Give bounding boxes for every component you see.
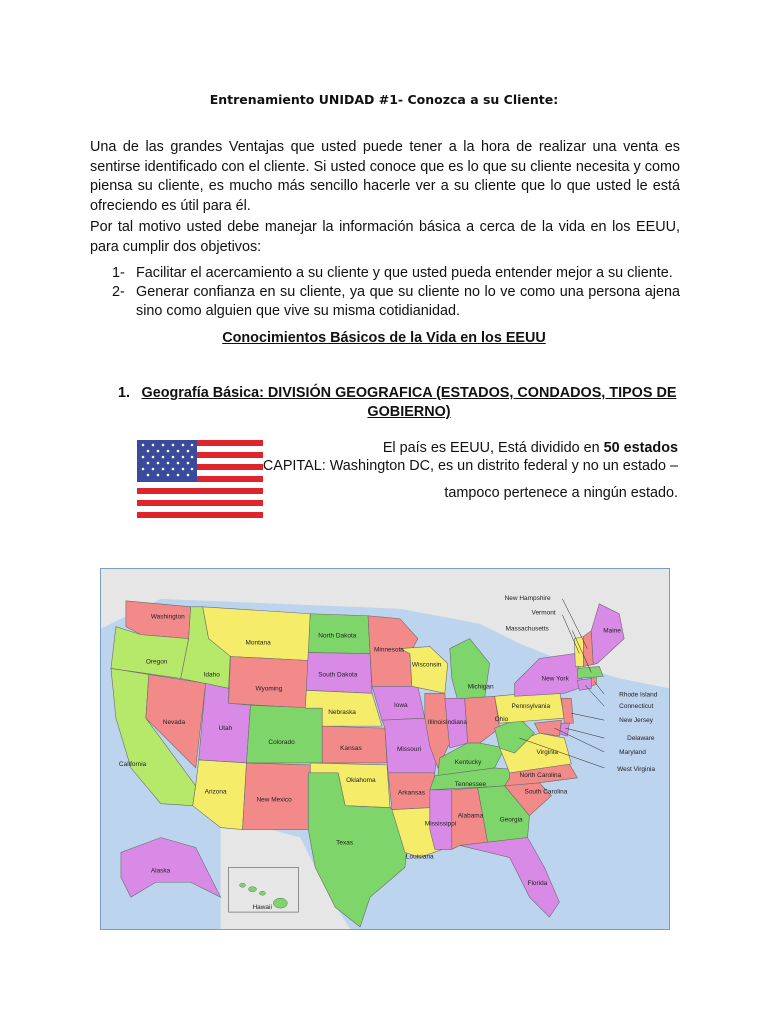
map-label: Virginia	[536, 748, 558, 756]
list-item-number: 2-	[112, 284, 125, 300]
map-label: Mississippi	[424, 820, 457, 828]
map-label: Pennsylvania	[511, 703, 551, 711]
document-title: Entrenamiento UNIDAD #1- Conozca a su Cliente:	[209, 92, 559, 107]
map-label: Iowa	[393, 702, 408, 710]
map-label: Kansas	[340, 744, 362, 752]
map-label: South Carolina	[524, 788, 568, 796]
map-label: New York	[541, 675, 569, 683]
map-label: Illinois	[427, 719, 446, 727]
map-label: California	[118, 760, 147, 768]
state-florida	[460, 838, 560, 918]
map-label: Missouri	[396, 745, 422, 753]
state-massachusetts	[577, 666, 603, 678]
list-item	[112, 283, 680, 321]
map-label: Kentucky	[454, 758, 482, 766]
state-michigan	[450, 639, 490, 701]
map-label: Wisconsin	[411, 661, 442, 669]
map-label: Rhode Island	[619, 691, 658, 699]
map-label: Oklahoma	[346, 776, 376, 784]
map-label: Utah	[218, 725, 233, 733]
list-item-text: Facilitar el acercamiento a su cliente y que usted pueda entender mejor a su cliente.	[136, 265, 673, 281]
map-label: New Hampshire	[504, 594, 551, 602]
geography-heading-text: Geografía Básica: DIVISIÓN GEOGRAFICA (ESTADOS, CONDADOS, TIPOS DE GOBIERNO)	[141, 385, 677, 420]
map-label: Delaware	[627, 735, 655, 743]
state-colorado	[246, 705, 322, 763]
state-wyoming	[229, 657, 309, 709]
map-label: Ohio	[494, 716, 509, 724]
map-label: Oregon	[145, 658, 168, 666]
intro-paragraph: Una de las grandes Ventajas que usted puede tener a la hora de realizar una venta es sentirse identificado con el cliente. Si usted conoce que es lo que su cliente necesita y como piensa su cliente, es mucho más sencillo hacerle ver a su cliente que lo que usted le está ofreciendo es útil para él.	[90, 139, 680, 214]
objectives-list	[112, 264, 680, 321]
map-label: Maine	[603, 627, 621, 635]
state-rhode-island	[591, 676, 596, 686]
map-label: Tennessee	[454, 780, 487, 788]
map-label: Massachusetts	[505, 625, 549, 633]
map-label: Maryland	[619, 748, 646, 756]
state-connecticut	[577, 678, 591, 690]
map-label: New Jersey	[619, 717, 654, 725]
state-alaska	[121, 838, 221, 898]
usa-states-map	[100, 568, 670, 930]
states-count: 50 estados	[603, 440, 678, 456]
map-label: South Dakota	[318, 671, 358, 679]
map-label: North Dakota	[318, 632, 357, 640]
map-label: Connecticut	[619, 703, 654, 711]
map-label: New Mexico	[256, 796, 292, 804]
list-item	[112, 264, 680, 283]
map-label: Alaska	[150, 867, 171, 875]
map-label: Arkansas	[397, 789, 425, 797]
map-label: Montana	[245, 639, 271, 647]
list-item-number: 1-	[112, 265, 125, 281]
map-label: Georgia	[499, 816, 523, 824]
map-label: Washington	[150, 613, 185, 621]
state-new-jersey	[561, 698, 573, 723]
map-label: Colorado	[268, 739, 295, 747]
map-label: Vermont	[531, 609, 556, 617]
map-label: Texas	[336, 839, 354, 847]
capital-statement: CAPITAL: Washington DC, es un distrito federal y no un estado –	[262, 458, 678, 474]
map-label: West Virginia	[617, 765, 656, 773]
map-label: Florida	[527, 880, 548, 888]
list-item-text: Generar confianza en su cliente, ya que su cliente no lo ve como una persona ajena sino como alguien que vive su misma cotidianidad.	[136, 284, 680, 319]
map-label: Alabama	[457, 812, 484, 820]
map-label: Idaho	[203, 671, 220, 679]
objectives-paragraph: Por tal motivo usted debe manejar la información básica a cerca de la vida en los EEUU, para cumplir dos objetivos:	[90, 219, 680, 255]
map-label: Hawaii	[252, 904, 272, 912]
map-label: Minnesota	[374, 646, 404, 654]
country-statement: El país es EEUU, Está dividido en 50 estados	[382, 440, 678, 456]
map-label: Michigan	[467, 683, 494, 691]
map-label: Wyoming	[255, 685, 283, 693]
map-label: Arizona	[204, 788, 227, 796]
map-label: Louisiana	[405, 853, 434, 861]
geography-heading	[118, 384, 678, 422]
map-label: Indiana	[445, 719, 468, 727]
map-label: Nebraska	[328, 709, 356, 717]
map-label: Nevada	[162, 719, 186, 727]
section-heading: Conocimientos Básicos de la Vida en los EEUU	[222, 330, 546, 346]
map-label: North Carolina	[519, 771, 562, 779]
geography-heading-number: 1.	[118, 385, 131, 401]
usa-flag-image	[137, 440, 263, 518]
capital-note: tampoco pertenece a ningún estado.	[444, 485, 678, 501]
